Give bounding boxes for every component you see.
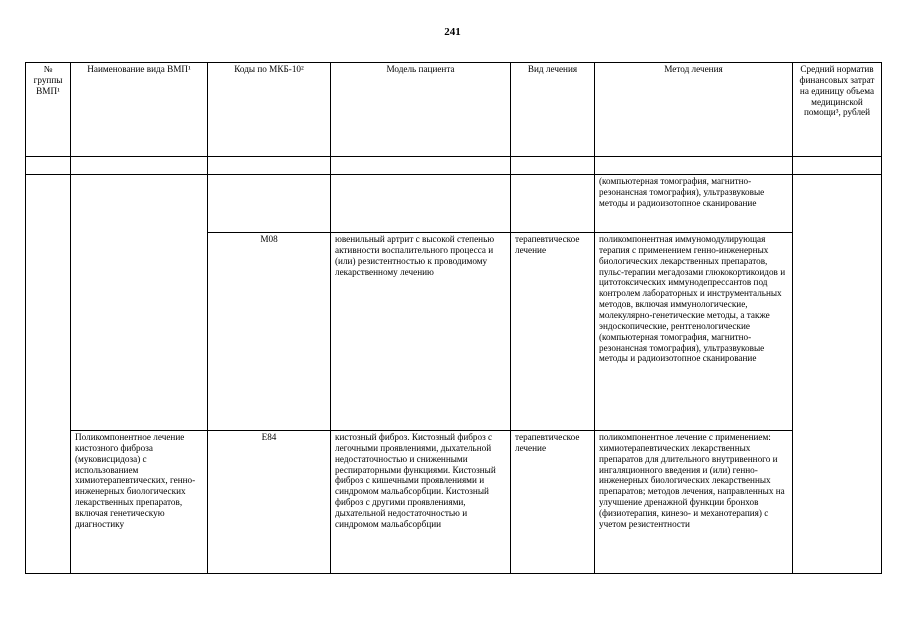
empty-cell (595, 157, 793, 175)
header-group-number: № группы ВМП¹ (26, 63, 71, 157)
icd-code-cell: M08 (208, 233, 331, 431)
column-numbering-row (26, 157, 882, 175)
icd-code-cell: E84 (208, 431, 331, 574)
treatment-method-cell: (компьютерная томография, магнитно-резонансная томография), ультразвуковые методы и радиоизотопное сканирование (595, 175, 793, 233)
treatment-type-cell: терапевтическое лечение (511, 233, 595, 431)
empty-cell (71, 157, 208, 175)
vmp-name-cell: Поликомпонентное лечение кистозного фиброза (муковисцидоза) с использованием химиотерапевтических, генно-инженерных биологических лекарственных препаратов, включая генетическую диагностику (71, 431, 208, 574)
empty-cell (793, 157, 882, 175)
group-number-cell (26, 175, 71, 574)
header-patient-model: Модель пациента (331, 63, 511, 157)
header-treatment-method: Метод лечения (595, 63, 793, 157)
header-treatment-type: Вид лечения (511, 63, 595, 157)
treatment-method-cell: поликомпонентное лечение с применением: химиотерапевтических лекарственных препаратов для длительного внутривенного и ингаляционного введения и (или) генно-инженерных биологических лекарственных препаратов; методов лечения, направленных на улучшение дренажной функции бронхов (физиотерапия, кинезо- и механотерапия) с учетом резистентности (595, 431, 793, 574)
patient-model-cell (331, 175, 511, 233)
empty-cell (511, 157, 595, 175)
treatment-type-cell (511, 175, 595, 233)
table-row (26, 431, 882, 574)
vmp-table (25, 62, 882, 574)
empty-cell (26, 157, 71, 175)
empty-cell (208, 157, 331, 175)
table-row (26, 175, 882, 233)
vmp-name-cell (71, 175, 208, 431)
header-vmp-name: Наименование вида ВМП¹ (71, 63, 208, 157)
patient-model-cell: кистозный фиброз. Кистозный фиброз с легочными проявлениями, дыхательной недостаточностью и сниженными респираторными функциями. Кистозный фиброз с кишечными проявлениями и синдромом мальабсорбции. Кистозный фиброз с другими проявлениями, дыхательной недостаточностью и синдромом мальабсорбции (331, 431, 511, 574)
header-icd-codes: Коды по МКБ-10² (208, 63, 331, 157)
header-average-cost: Средний норматив финансовых затрат на единицу объема медицинской помощи³, рублей (793, 63, 882, 157)
table-header-row (26, 63, 882, 157)
patient-model-cell: ювенильный артрит с высокой степенью активности воспалительного процесса и (или) резистентностью к проводимому лекарственному лечению (331, 233, 511, 431)
page-number: 241 (444, 26, 461, 38)
empty-cell (331, 157, 511, 175)
treatment-type-cell: терапевтическое лечение (511, 431, 595, 574)
average-cost-cell (793, 175, 882, 574)
treatment-method-cell: поликомпонентная иммуномодулирующая терапия с применением генно-инженерных биологических лекарственных препаратов, пульс-терапии мегадозами глюкокортикоидов и цитотоксических иммунодепрессантов под контролем лабораторных и инструментальных методов, включая иммунологические, молекулярно-генетические методы, а также эндоскопические, рентгенологические (компьютерная томография, магнитно-резонансная томография), ультразвуковые методы и радиоизотопное сканирование (595, 233, 793, 431)
icd-code-cell (208, 175, 331, 233)
